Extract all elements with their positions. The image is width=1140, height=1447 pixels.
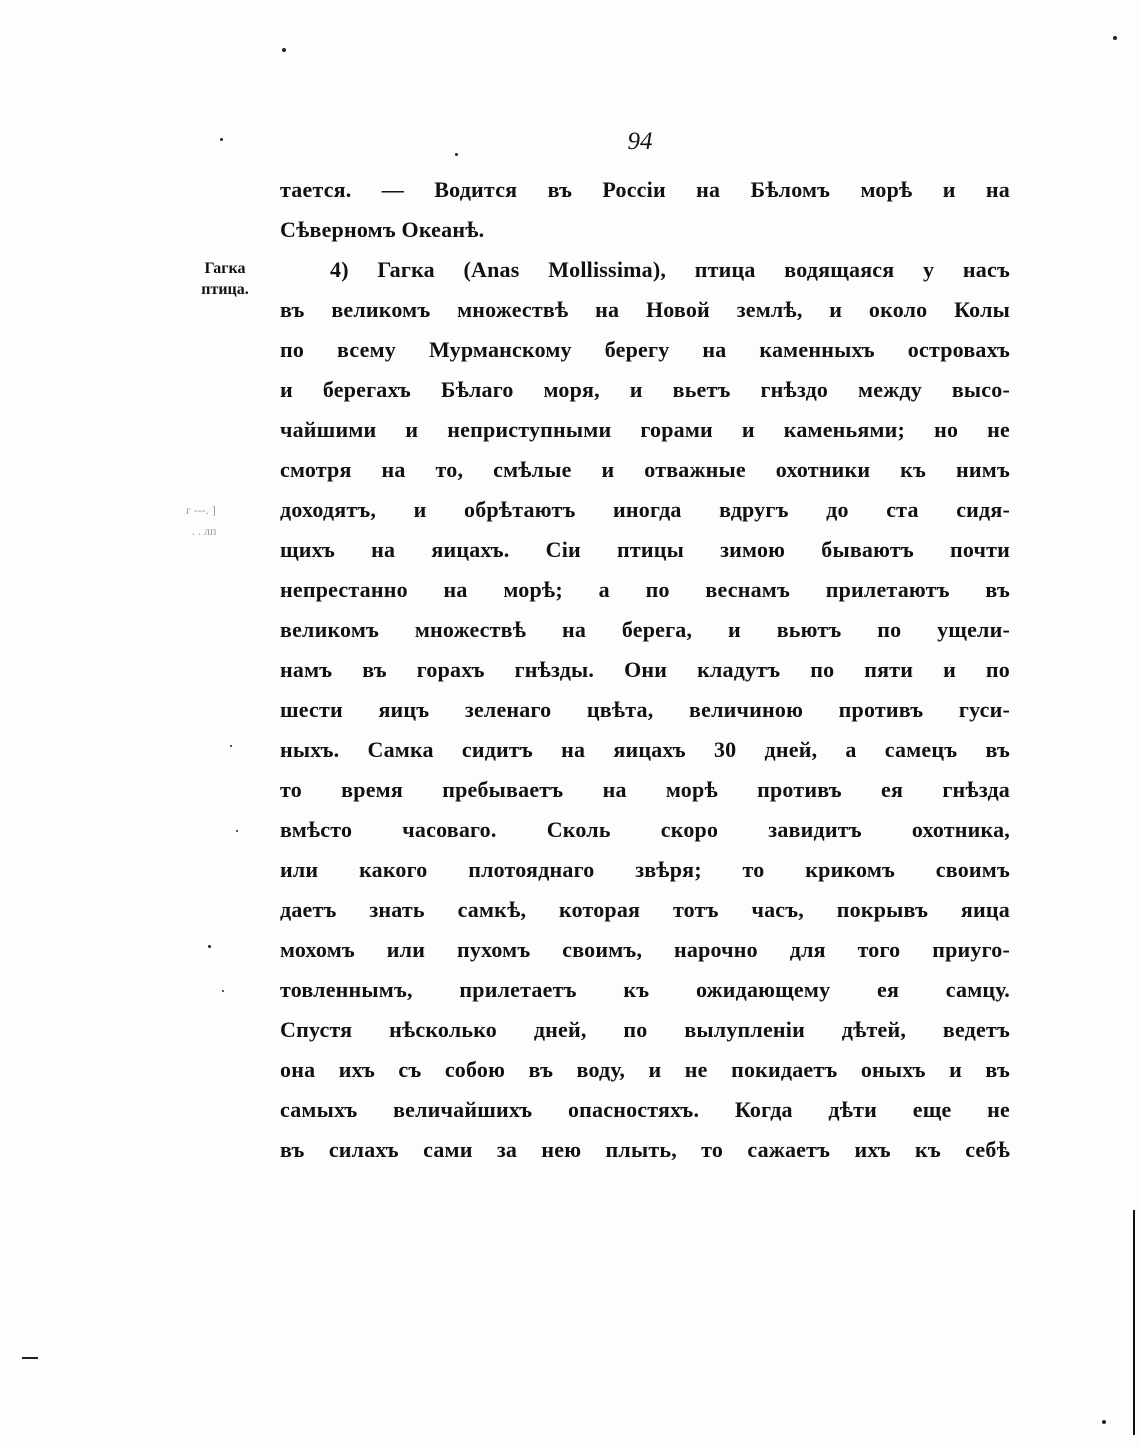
text-line: въ силахъ сами за нею плыть, то сажаетъ ихъ къ себѣ <box>280 1137 1010 1162</box>
scan-speck <box>208 945 211 948</box>
bleed-through-text: . . лп <box>192 524 217 538</box>
text-line: великомъ множествѣ на берега, и вьютъ по ущели- <box>280 617 1010 642</box>
text-line: даетъ знать самкѣ, которая тотъ часъ, покрывъ яица <box>280 897 1010 922</box>
text-line: Сѣверномъ Океанѣ. <box>280 217 485 242</box>
text-line: вмѣсто часоваго. Сколь скоро завидитъ охотника, <box>280 817 1010 842</box>
text-line: доходятъ, и обрѣтаютъ иногда вдругъ до ста сидя- <box>280 497 1010 522</box>
text-line: или какого плотояднаго звѣря; то крикомъ своимъ <box>280 857 1010 882</box>
text-line: Спустя нѣсколько дней, по вылупленіи дѣтей, ведетъ <box>280 1017 1010 1042</box>
text-line: чайшими и неприступными горами и каменьями; но не <box>280 417 1010 442</box>
text-line: она ихъ съ собою въ воду, и не покидаетъ оныхъ и въ <box>280 1057 1010 1082</box>
scan-speck <box>282 48 286 52</box>
text-line: тается. — Водится въ Россіи на Бѣломъ морѣ и на <box>280 177 1010 202</box>
scan-speck <box>236 830 238 832</box>
scan-speck <box>1113 36 1117 40</box>
scan-speck <box>222 990 224 992</box>
text-line: ныхъ. Самка сидитъ на яицахъ 30 дней, а самецъ въ <box>280 737 1010 762</box>
text-line: по всему Мурманскому берегу на каменныхъ островахъ <box>280 337 1010 362</box>
page-number: 94 <box>627 128 653 155</box>
text-line: то время пребываетъ на морѣ противъ ея гнѣзда <box>280 777 1010 802</box>
text-line: намъ въ горахъ гнѣзды. Они кладутъ по пяти и по <box>280 657 1010 682</box>
bleed-through-text: г ---. ] <box>186 503 216 517</box>
margin-note-line: Гагка <box>204 260 246 277</box>
scan-mark <box>22 1357 38 1359</box>
text-line: товленнымъ, прилетаетъ къ ожидающему ея самцу. <box>280 977 1010 1002</box>
text-line: щихъ на яицахъ. Сіи птицы зимою бываютъ почти <box>280 537 1010 562</box>
body-text <box>280 170 1010 1170</box>
text-line: смотря на то, смѣлые и отважные охотники къ нимъ <box>280 457 1010 482</box>
text-line: 4) Гагка (Anas Mollissima), птица водящаяся у насъ <box>330 257 1010 282</box>
scan-speck <box>230 745 232 747</box>
page-edge-line <box>1133 1210 1135 1435</box>
margin-note <box>185 258 265 300</box>
text-line: мохомъ или пухомъ своимъ, нарочно для того приуго- <box>280 937 1010 962</box>
text-line: самыхъ величайшихъ опасностяхъ. Когда дѣти еще не <box>280 1097 1010 1122</box>
text-line: въ великомъ множествѣ на Новой землѣ, и около Колы <box>280 297 1010 322</box>
text-line: непрестанно на морѣ; а по веснамъ прилетаютъ въ <box>280 577 1010 602</box>
scan-speck <box>1102 1420 1106 1424</box>
scan-speck <box>220 138 223 141</box>
margin-note-line: птица. <box>201 281 249 298</box>
text-line: шести яицъ зеленаго цвѣта, величиною противъ гуси- <box>280 697 1010 722</box>
scan-speck <box>455 153 458 156</box>
text-line: и берегахъ Бѣлаго моря, и вьетъ гнѣздо между высо- <box>280 377 1010 402</box>
